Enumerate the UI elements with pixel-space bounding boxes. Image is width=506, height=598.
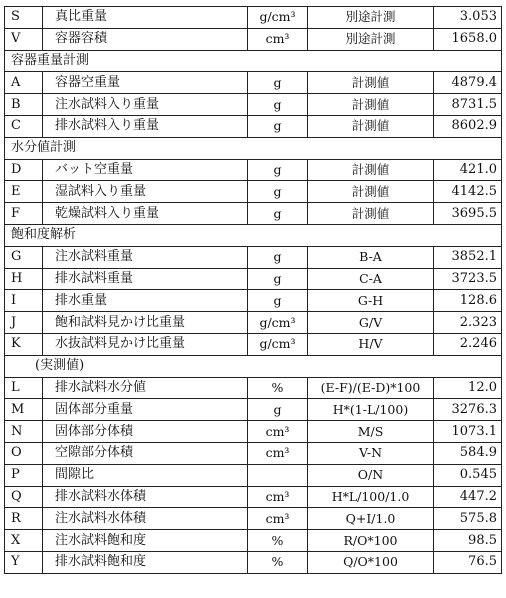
value-cell: 2.246 — [434, 333, 502, 355]
table-row — [5, 72, 502, 94]
value-cell: 421.0 — [434, 159, 502, 181]
symbol-cell: M — [5, 399, 43, 421]
unit-cell: g — [248, 94, 308, 116]
table-row — [5, 181, 502, 203]
item-name-cell: 容器容積 — [43, 28, 248, 50]
item-name-cell: 注水試料入り重量 — [43, 94, 248, 116]
unit-cell: % — [248, 530, 308, 552]
value-cell: 8731.5 — [434, 94, 502, 116]
value-cell: 3852.1 — [434, 246, 502, 268]
value-cell: 76.5 — [434, 551, 502, 573]
item-name-cell: 排水試料水体積 — [43, 486, 248, 508]
unit-cell: cm³ — [248, 28, 308, 50]
symbol-cell: J — [5, 312, 43, 334]
table-row — [5, 551, 502, 573]
value-cell: 2.323 — [434, 312, 502, 334]
item-name-cell: 排水重量 — [43, 290, 248, 312]
item-name-cell: 湿試料入り重量 — [43, 181, 248, 203]
item-name-cell: 固体部分重量 — [43, 399, 248, 421]
value-cell: 12.0 — [434, 377, 502, 399]
table-row — [5, 28, 502, 50]
value-cell: 1658.0 — [434, 28, 502, 50]
section-header-row — [5, 224, 502, 246]
calculation-cell: R/O*100 — [308, 530, 434, 552]
symbol-cell: I — [5, 290, 43, 312]
item-name-cell: 排水試料重量 — [43, 268, 248, 290]
unit-cell: cm³ — [248, 486, 308, 508]
symbol-cell: H — [5, 268, 43, 290]
table-row — [5, 442, 502, 464]
value-cell: 4142.5 — [434, 181, 502, 203]
unit-cell: g — [248, 399, 308, 421]
table-row — [5, 312, 502, 334]
symbol-cell: N — [5, 421, 43, 443]
section-header-row — [5, 137, 502, 159]
symbol-cell: C — [5, 115, 43, 137]
value-cell: 575.8 — [434, 508, 502, 530]
item-name-cell: 注水試料重量 — [43, 246, 248, 268]
table-row — [5, 377, 502, 399]
unit-cell — [248, 464, 308, 486]
calculation-cell: 計測値 — [308, 94, 434, 116]
symbol-cell: G — [5, 246, 43, 268]
unit-cell: cm³ — [248, 442, 308, 464]
symbol-cell: E — [5, 181, 43, 203]
item-name-cell: 間隙比 — [43, 464, 248, 486]
unit-cell: g — [248, 181, 308, 203]
unit-cell: % — [248, 377, 308, 399]
table-row — [5, 530, 502, 552]
calculation-cell: 計測値 — [308, 72, 434, 94]
section-header-row — [5, 355, 502, 377]
table-row — [5, 290, 502, 312]
calculation-cell: Q+I/1.0 — [308, 508, 434, 530]
value-cell: 3.053 — [434, 7, 502, 29]
table-row — [5, 203, 502, 225]
symbol-cell: Q — [5, 486, 43, 508]
value-cell: 3276.3 — [434, 399, 502, 421]
item-name-cell: 排水試料入り重量 — [43, 115, 248, 137]
unit-cell: g/cm³ — [248, 333, 308, 355]
calculation-cell: M/S — [308, 421, 434, 443]
symbol-cell: X — [5, 530, 43, 552]
symbol-cell: R — [5, 508, 43, 530]
calculation-cell: H*L/100/1.0 — [308, 486, 434, 508]
value-cell: 1073.1 — [434, 421, 502, 443]
symbol-cell: V — [5, 28, 43, 50]
section-title: 容器重量計測 — [5, 50, 502, 72]
symbol-cell: P — [5, 464, 43, 486]
symbol-cell: Y — [5, 551, 43, 573]
unit-cell: g/cm³ — [248, 7, 308, 29]
calculation-cell: H*(1-L/100) — [308, 399, 434, 421]
calculation-cell: G/V — [308, 312, 434, 334]
calculation-cell: (E-F)/(E-D)*100 — [308, 377, 434, 399]
unit-cell: g — [248, 72, 308, 94]
item-name-cell: バット空重量 — [43, 159, 248, 181]
table-row — [5, 421, 502, 443]
item-name-cell: 乾燥試料入り重量 — [43, 203, 248, 225]
value-cell: 4879.4 — [434, 72, 502, 94]
unit-cell: % — [248, 551, 308, 573]
symbol-cell: F — [5, 203, 43, 225]
calculation-cell: 計測値 — [308, 203, 434, 225]
table-row — [5, 94, 502, 116]
unit-cell: g — [248, 268, 308, 290]
symbol-cell: S — [5, 7, 43, 29]
unit-cell: g — [248, 159, 308, 181]
item-name-cell: 排水試料飽和度 — [43, 551, 248, 573]
section-title: (実測値) — [5, 355, 502, 377]
calculation-cell: H/V — [308, 333, 434, 355]
table-row — [5, 7, 502, 29]
item-name-cell: 空隙部分体積 — [43, 442, 248, 464]
calculation-cell: 計測値 — [308, 181, 434, 203]
value-cell: 128.6 — [434, 290, 502, 312]
value-cell: 3723.5 — [434, 268, 502, 290]
unit-cell: g — [248, 290, 308, 312]
calculation-cell: B-A — [308, 246, 434, 268]
value-cell: 8602.9 — [434, 115, 502, 137]
calculation-cell: 別途計測 — [308, 7, 434, 29]
section-header-row — [5, 50, 502, 72]
item-name-cell: 排水試料水分値 — [43, 377, 248, 399]
unit-cell: g/cm³ — [248, 312, 308, 334]
measurement-table — [4, 6, 502, 574]
table-row — [5, 333, 502, 355]
table-row — [5, 246, 502, 268]
value-cell: 98.5 — [434, 530, 502, 552]
value-cell: 584.9 — [434, 442, 502, 464]
symbol-cell: K — [5, 333, 43, 355]
item-name-cell: 注水試料飽和度 — [43, 530, 248, 552]
symbol-cell: A — [5, 72, 43, 94]
table-row — [5, 486, 502, 508]
calculation-cell: 計測値 — [308, 159, 434, 181]
unit-cell: cm³ — [248, 421, 308, 443]
item-name-cell: 容器空重量 — [43, 72, 248, 94]
item-name-cell: 注水試料水体積 — [43, 508, 248, 530]
table-row — [5, 399, 502, 421]
section-title: 水分値計測 — [5, 137, 502, 159]
item-name-cell: 水抜試料見かけ比重量 — [43, 333, 248, 355]
calculation-cell: C-A — [308, 268, 434, 290]
unit-cell: g — [248, 115, 308, 137]
unit-cell: cm³ — [248, 508, 308, 530]
item-name-cell: 真比重量 — [43, 7, 248, 29]
unit-cell: g — [248, 246, 308, 268]
calculation-cell: V-N — [308, 442, 434, 464]
table-row — [5, 115, 502, 137]
symbol-cell: O — [5, 442, 43, 464]
calculation-cell: 計測値 — [308, 115, 434, 137]
symbol-cell: D — [5, 159, 43, 181]
calculation-cell: O/N — [308, 464, 434, 486]
symbol-cell: B — [5, 94, 43, 116]
value-cell: 0.545 — [434, 464, 502, 486]
value-cell: 3695.5 — [434, 203, 502, 225]
item-name-cell: 固体部分体積 — [43, 421, 248, 443]
calculation-cell: G-H — [308, 290, 434, 312]
section-title: 飽和度解析 — [5, 224, 502, 246]
table-row — [5, 159, 502, 181]
calculation-cell: 別途計測 — [308, 28, 434, 50]
measurement-table-body — [5, 7, 502, 574]
table-row — [5, 464, 502, 486]
table-row — [5, 508, 502, 530]
calculation-cell: Q/O*100 — [308, 551, 434, 573]
symbol-cell: L — [5, 377, 43, 399]
unit-cell: g — [248, 203, 308, 225]
value-cell: 447.2 — [434, 486, 502, 508]
item-name-cell: 飽和試料見かけ比重量 — [43, 312, 248, 334]
table-row — [5, 268, 502, 290]
